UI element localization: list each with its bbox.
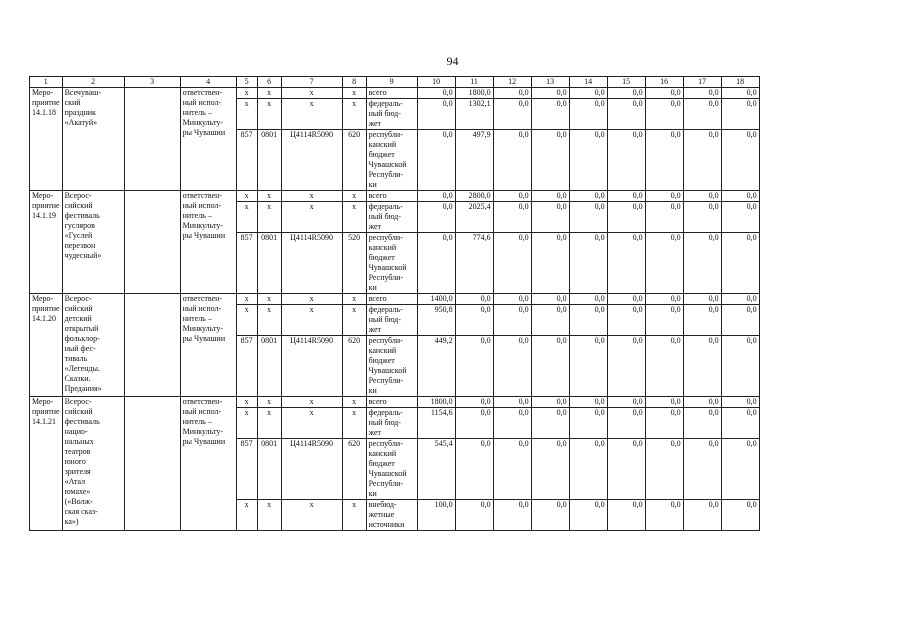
amount-cell: 0,0 bbox=[531, 500, 569, 531]
table-body bbox=[30, 88, 760, 531]
column-number-header bbox=[30, 77, 760, 88]
amount-cell: 100,0 bbox=[417, 500, 455, 531]
column-header-8: 8 bbox=[342, 77, 366, 88]
amount-cell: 1302,1 bbox=[455, 99, 493, 130]
grbs-code-cell: x bbox=[236, 408, 257, 439]
amount-cell: 0,0 bbox=[455, 305, 493, 336]
amount-cell: 0,0 bbox=[531, 439, 569, 500]
amount-cell: 0,0 bbox=[569, 305, 607, 336]
funding-source-cell: федераль- ный бюд- жет bbox=[366, 202, 417, 233]
amount-cell: 0,0 bbox=[493, 233, 531, 294]
funding-source-cell: федераль- ный бюд- жет bbox=[366, 99, 417, 130]
amount-cell: 0,0 bbox=[721, 88, 759, 99]
target-article-cell: x bbox=[281, 397, 342, 408]
amount-cell: 0,0 bbox=[721, 500, 759, 531]
event-code-cell: Меро- приятие 14.1.20 bbox=[30, 294, 63, 397]
column3-cell bbox=[124, 294, 180, 397]
column-header-3: 3 bbox=[124, 77, 180, 88]
amount-cell: 0,0 bbox=[569, 130, 607, 191]
amount-cell: 0,0 bbox=[645, 336, 683, 397]
section-code-cell: x bbox=[257, 191, 281, 202]
grbs-code-cell: x bbox=[236, 191, 257, 202]
amount-cell: 0,0 bbox=[493, 439, 531, 500]
grbs-code-cell: x bbox=[236, 397, 257, 408]
column3-cell bbox=[124, 397, 180, 531]
amount-cell: 0,0 bbox=[569, 408, 607, 439]
column-header-18: 18 bbox=[721, 77, 759, 88]
amount-cell: 0,0 bbox=[417, 88, 455, 99]
amount-cell: 0,0 bbox=[493, 191, 531, 202]
column-header-13: 13 bbox=[531, 77, 569, 88]
amount-cell: 0,0 bbox=[683, 439, 721, 500]
funding-source-cell: федераль- ный бюд- жет bbox=[366, 305, 417, 336]
amount-cell: 497,9 bbox=[455, 130, 493, 191]
amount-cell: 0,0 bbox=[417, 202, 455, 233]
amount-cell: 0,0 bbox=[455, 500, 493, 531]
target-article-cell: x bbox=[281, 294, 342, 305]
amount-cell: 0,0 bbox=[721, 305, 759, 336]
amount-cell: 0,0 bbox=[531, 130, 569, 191]
amount-cell: 449,2 bbox=[417, 336, 455, 397]
amount-cell: 0,0 bbox=[607, 397, 645, 408]
column-header-2: 2 bbox=[62, 77, 124, 88]
amount-cell: 0,0 bbox=[493, 99, 531, 130]
section-code-cell: x bbox=[257, 305, 281, 336]
amount-cell: 0,0 bbox=[645, 397, 683, 408]
amount-cell: 0,0 bbox=[417, 99, 455, 130]
expense-type-cell: x bbox=[342, 500, 366, 531]
amount-cell: 0,0 bbox=[607, 88, 645, 99]
amount-cell: 0,0 bbox=[493, 130, 531, 191]
amount-cell: 0,0 bbox=[455, 439, 493, 500]
funding-source-cell: республи- канский бюджет Чувашской Республи- ки bbox=[366, 336, 417, 397]
funding-source-cell: республи- канский бюджет Чувашской Республи- ки bbox=[366, 233, 417, 294]
column-header-7: 7 bbox=[281, 77, 342, 88]
amount-cell: 0,0 bbox=[493, 408, 531, 439]
target-article-cell: x bbox=[281, 408, 342, 439]
amount-cell: 0,0 bbox=[531, 202, 569, 233]
expense-type-cell: 620 bbox=[342, 439, 366, 500]
target-article-cell: Ц4114R5090 bbox=[281, 336, 342, 397]
target-article-cell: Ц4114R5090 bbox=[281, 233, 342, 294]
event-code-cell: Меро- приятие 14.1.18 bbox=[30, 88, 63, 191]
amount-cell: 0,0 bbox=[569, 439, 607, 500]
amount-cell: 0,0 bbox=[721, 233, 759, 294]
funding-source-cell: всего bbox=[366, 191, 417, 202]
amount-cell: 2800,0 bbox=[455, 191, 493, 202]
event-name-cell: Всечуваш- ский праздник «Акатуй» bbox=[62, 88, 124, 191]
amount-cell: 0,0 bbox=[607, 202, 645, 233]
amount-cell: 0,0 bbox=[683, 336, 721, 397]
column-header-12: 12 bbox=[493, 77, 531, 88]
column-header-9: 9 bbox=[366, 77, 417, 88]
expense-type-cell: 620 bbox=[342, 130, 366, 191]
target-article-cell: x bbox=[281, 500, 342, 531]
amount-cell: 0,0 bbox=[531, 88, 569, 99]
executor-cell: ответствен- ный испол- нитель – Минкульту- ры Чувашии bbox=[180, 294, 236, 397]
amount-cell: 0,0 bbox=[645, 88, 683, 99]
amount-cell: 0,0 bbox=[683, 397, 721, 408]
column-header-4: 4 bbox=[180, 77, 236, 88]
amount-cell: 0,0 bbox=[493, 88, 531, 99]
budget-table bbox=[29, 76, 760, 531]
expense-type-cell: x bbox=[342, 397, 366, 408]
column-header-14: 14 bbox=[569, 77, 607, 88]
amount-cell: 1800,0 bbox=[455, 88, 493, 99]
amount-cell: 0,0 bbox=[683, 191, 721, 202]
grbs-code-cell: x bbox=[236, 99, 257, 130]
executor-cell: ответствен- ный испол- нитель – Минкульту- ры Чувашии bbox=[180, 191, 236, 294]
funding-source-cell: внебюд- жетные источники bbox=[366, 500, 417, 531]
section-code-cell: 0801 bbox=[257, 336, 281, 397]
grbs-code-cell: 857 bbox=[236, 439, 257, 500]
amount-cell: 0,0 bbox=[607, 305, 645, 336]
amount-cell: 0,0 bbox=[455, 408, 493, 439]
grbs-code-cell: 857 bbox=[236, 233, 257, 294]
event-name-cell: Всерос- сийский фестиваль нацио- нальных театров юного зрителя «Атал юмахе» («Волж- ская сказ- ка») bbox=[62, 397, 124, 531]
amount-cell: 0,0 bbox=[607, 408, 645, 439]
amount-cell: 0,0 bbox=[683, 202, 721, 233]
section-code-cell: x bbox=[257, 88, 281, 99]
amount-cell: 0,0 bbox=[607, 130, 645, 191]
target-article-cell: x bbox=[281, 191, 342, 202]
amount-cell: 774,6 bbox=[455, 233, 493, 294]
amount-cell: 0,0 bbox=[569, 99, 607, 130]
amount-cell: 545,4 bbox=[417, 439, 455, 500]
funding-source-cell: всего bbox=[366, 88, 417, 99]
table-row bbox=[30, 294, 760, 305]
amount-cell: 0,0 bbox=[607, 99, 645, 130]
section-code-cell: x bbox=[257, 408, 281, 439]
amount-cell: 0,0 bbox=[569, 88, 607, 99]
column-header-6: 6 bbox=[257, 77, 281, 88]
amount-cell: 0,0 bbox=[493, 305, 531, 336]
column3-cell bbox=[124, 88, 180, 191]
amount-cell: 950,8 bbox=[417, 305, 455, 336]
target-article-cell: Ц4114R5090 bbox=[281, 439, 342, 500]
grbs-code-cell: 857 bbox=[236, 336, 257, 397]
amount-cell: 0,0 bbox=[569, 233, 607, 294]
section-code-cell: x bbox=[257, 397, 281, 408]
amount-cell: 0,0 bbox=[683, 99, 721, 130]
amount-cell: 0,0 bbox=[683, 294, 721, 305]
amount-cell: 0,0 bbox=[493, 397, 531, 408]
amount-cell: 0,0 bbox=[531, 294, 569, 305]
amount-cell: 0,0 bbox=[569, 397, 607, 408]
amount-cell: 0,0 bbox=[531, 397, 569, 408]
amount-cell: 0,0 bbox=[569, 336, 607, 397]
amount-cell: 0,0 bbox=[417, 191, 455, 202]
grbs-code-cell: x bbox=[236, 500, 257, 531]
amount-cell: 0,0 bbox=[531, 191, 569, 202]
amount-cell: 0,0 bbox=[683, 408, 721, 439]
amount-cell: 0,0 bbox=[645, 408, 683, 439]
amount-cell: 0,0 bbox=[645, 294, 683, 305]
amount-cell: 0,0 bbox=[607, 191, 645, 202]
grbs-code-cell: x bbox=[236, 294, 257, 305]
target-article-cell: x bbox=[281, 305, 342, 336]
amount-cell: 0,0 bbox=[607, 233, 645, 294]
section-code-cell: 0801 bbox=[257, 439, 281, 500]
amount-cell: 0,0 bbox=[683, 233, 721, 294]
executor-cell: ответствен- ный испол- нитель – Минкульту- ры Чувашии bbox=[180, 397, 236, 531]
event-name-cell: Всерос- сийский детский открытый фольклор- ный фес- тиваль «Легенды. Сказки. Предания» bbox=[62, 294, 124, 397]
table-row bbox=[30, 191, 760, 202]
funding-source-cell: республи- канский бюджет Чувашской Республи- ки bbox=[366, 130, 417, 191]
funding-source-cell: федераль- ный бюд- жет bbox=[366, 408, 417, 439]
funding-source-cell: всего bbox=[366, 294, 417, 305]
grbs-code-cell: x bbox=[236, 305, 257, 336]
column-header-5: 5 bbox=[236, 77, 257, 88]
section-code-cell: 0801 bbox=[257, 233, 281, 294]
column-header-1: 1 bbox=[30, 77, 63, 88]
column3-cell bbox=[124, 191, 180, 294]
amount-cell: 1400,0 bbox=[417, 294, 455, 305]
amount-cell: 0,0 bbox=[569, 500, 607, 531]
amount-cell: 0,0 bbox=[645, 130, 683, 191]
section-code-cell: x bbox=[257, 500, 281, 531]
expense-type-cell: x bbox=[342, 294, 366, 305]
column-header-16: 16 bbox=[645, 77, 683, 88]
expense-type-cell: x bbox=[342, 88, 366, 99]
amount-cell: 0,0 bbox=[607, 500, 645, 531]
amount-cell: 0,0 bbox=[721, 99, 759, 130]
executor-cell: ответствен- ный испол- нитель – Минкульту- ры Чувашии bbox=[180, 88, 236, 191]
amount-cell: 0,0 bbox=[531, 233, 569, 294]
section-code-cell: x bbox=[257, 294, 281, 305]
amount-cell: 0,0 bbox=[569, 191, 607, 202]
target-article-cell: Ц4114R5090 bbox=[281, 130, 342, 191]
section-code-cell: x bbox=[257, 99, 281, 130]
amount-cell: 0,0 bbox=[455, 336, 493, 397]
target-article-cell: x bbox=[281, 88, 342, 99]
expense-type-cell: 620 bbox=[342, 336, 366, 397]
amount-cell: 0,0 bbox=[607, 294, 645, 305]
expense-type-cell: 520 bbox=[342, 233, 366, 294]
expense-type-cell: x bbox=[342, 191, 366, 202]
amount-cell: 0,0 bbox=[493, 202, 531, 233]
column-header-10: 10 bbox=[417, 77, 455, 88]
page-number: 94 bbox=[446, 54, 459, 68]
amount-cell: 0,0 bbox=[493, 500, 531, 531]
event-code-cell: Меро- приятие 14.1.19 bbox=[30, 191, 63, 294]
amount-cell: 0,0 bbox=[645, 233, 683, 294]
section-code-cell: x bbox=[257, 202, 281, 233]
amount-cell: 0,0 bbox=[455, 294, 493, 305]
amount-cell: 1800,0 bbox=[417, 397, 455, 408]
amount-cell: 0,0 bbox=[531, 408, 569, 439]
amount-cell: 0,0 bbox=[455, 397, 493, 408]
amount-cell: 0,0 bbox=[493, 294, 531, 305]
column-header-15: 15 bbox=[607, 77, 645, 88]
section-code-cell: 0801 bbox=[257, 130, 281, 191]
grbs-code-cell: 857 bbox=[236, 130, 257, 191]
amount-cell: 0,0 bbox=[531, 336, 569, 397]
amount-cell: 2025,4 bbox=[455, 202, 493, 233]
table-row bbox=[30, 88, 760, 99]
funding-source-cell: республи- канский бюджет Чувашской Республи- ки bbox=[366, 439, 417, 500]
amount-cell: 0,0 bbox=[683, 88, 721, 99]
amount-cell: 0,0 bbox=[417, 130, 455, 191]
expense-type-cell: x bbox=[342, 202, 366, 233]
amount-cell: 0,0 bbox=[645, 439, 683, 500]
amount-cell: 0,0 bbox=[645, 191, 683, 202]
expense-type-cell: x bbox=[342, 99, 366, 130]
target-article-cell: x bbox=[281, 99, 342, 130]
amount-cell: 0,0 bbox=[721, 408, 759, 439]
amount-cell: 0,0 bbox=[607, 336, 645, 397]
amount-cell: 0,0 bbox=[721, 336, 759, 397]
amount-cell: 0,0 bbox=[721, 439, 759, 500]
event-code-cell: Меро- приятие 14.1.21 bbox=[30, 397, 63, 531]
amount-cell: 0,0 bbox=[721, 397, 759, 408]
target-article-cell: x bbox=[281, 202, 342, 233]
amount-cell: 0,0 bbox=[645, 99, 683, 130]
amount-cell: 0,0 bbox=[683, 500, 721, 531]
amount-cell: 1154,6 bbox=[417, 408, 455, 439]
amount-cell: 0,0 bbox=[683, 305, 721, 336]
amount-cell: 0,0 bbox=[721, 130, 759, 191]
amount-cell: 0,0 bbox=[607, 439, 645, 500]
amount-cell: 0,0 bbox=[721, 202, 759, 233]
expense-type-cell: x bbox=[342, 305, 366, 336]
amount-cell: 0,0 bbox=[721, 191, 759, 202]
column-header-11: 11 bbox=[455, 77, 493, 88]
column-header-17: 17 bbox=[683, 77, 721, 88]
amount-cell: 0,0 bbox=[531, 99, 569, 130]
amount-cell: 0,0 bbox=[417, 233, 455, 294]
amount-cell: 0,0 bbox=[721, 294, 759, 305]
expense-type-cell: x bbox=[342, 408, 366, 439]
amount-cell: 0,0 bbox=[645, 305, 683, 336]
amount-cell: 0,0 bbox=[645, 500, 683, 531]
amount-cell: 0,0 bbox=[569, 202, 607, 233]
amount-cell: 0,0 bbox=[493, 336, 531, 397]
table-row bbox=[30, 397, 760, 408]
event-name-cell: Всерос- сийский фестиваль гусляров «Гуслей перезвон чудесный» bbox=[62, 191, 124, 294]
grbs-code-cell: x bbox=[236, 88, 257, 99]
amount-cell: 0,0 bbox=[569, 294, 607, 305]
funding-source-cell: всего bbox=[366, 397, 417, 408]
amount-cell: 0,0 bbox=[645, 202, 683, 233]
amount-cell: 0,0 bbox=[531, 305, 569, 336]
grbs-code-cell: x bbox=[236, 202, 257, 233]
amount-cell: 0,0 bbox=[683, 130, 721, 191]
